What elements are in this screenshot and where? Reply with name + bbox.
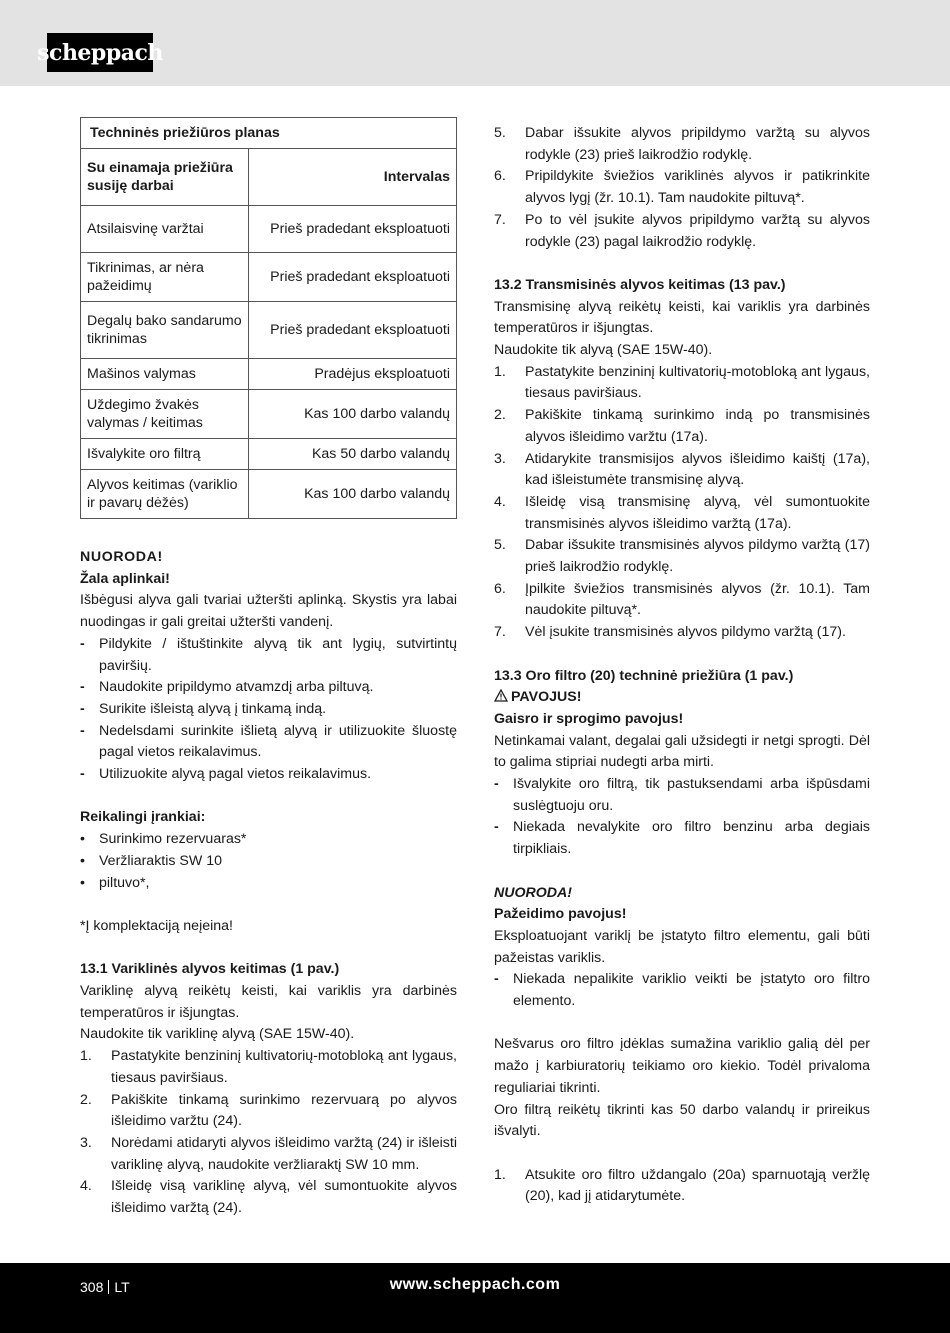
table-row	[81, 470, 457, 519]
table-row	[81, 253, 457, 302]
left-column	[80, 117, 457, 1220]
list-item: 7. Po to vėl įsukite alyvos pripildymo varžtą su alyvos rodykle (23) pagal laikrodžio rodyklę.	[494, 211, 870, 250]
table-row	[81, 206, 457, 253]
list-item: 6. Pripildykite šviežios variklinės alyvos ir patikrinkite alyvos lygį (žr. 10.1). Tam naudokite piltuvą*.	[494, 168, 870, 207]
table-cell-interval: Prieš pradedant eksploatuoti	[249, 253, 457, 302]
list-item: - Niekada nevalykite oro filtro benzinu arba degiais tirpikliais.	[494, 819, 870, 858]
page-number: 308 LT	[80, 1279, 130, 1295]
section-13-3-steps	[494, 1165, 870, 1208]
list-item: - Utilizuokite alyvą pagal vietos reikalavimus.	[80, 766, 372, 783]
list-item: • Veržliaraktis SW 10	[80, 852, 222, 869]
list-item: 1. Pastatykite benzininį kultivatorių-motobloką ant lygaus, tiesaus paviršiaus.	[80, 1048, 457, 1086]
note-list	[80, 634, 457, 786]
tools-title: Reikalingi įrankiai:	[80, 809, 206, 826]
table-cell-interval: Prieš pradedant eksploatuoti	[249, 206, 457, 253]
table-cell-interval: Pradėjus eksploatuoti	[249, 359, 457, 390]
air-filter-paragraph: Nešvarus oro filtro įdėklas sumažina variklio galią dėl per mažo į karbiuratorių teikiamo oro kiekio. Todėl privaloma reguliariai tikrinti.	[494, 1036, 870, 1096]
list-item: - Niekada nepalikite variklio veikti be įstatyto oro filtro elemento.	[494, 971, 870, 1010]
footnote: *Į komplektaciją neįeina!	[80, 917, 233, 934]
section-13-2-text: Transmisinę alyvą reikėtų keisti, kai variklis yra darbinės temperatūros ir išjungtas.	[494, 298, 870, 337]
list-item: • piltuvo*,	[80, 874, 150, 891]
right-column	[494, 123, 870, 1208]
table-header-tasks: Su einamaja priežiūra susiję darbai	[81, 149, 249, 206]
table-cell-task: Uždegimo žvakės valymas / keitimas	[81, 390, 249, 439]
maintenance-plan-table	[80, 117, 457, 519]
section-13-2-steps	[494, 362, 870, 644]
section-13-1-text: Variklinę alyvą reikėtų keisti, kai variklis yra darbinės temperatūros ir išjungtas.	[80, 983, 457, 1021]
table-cell-task: Mašinos valymas	[81, 359, 249, 390]
table-cell-task: Atsilaisvinę varžtai	[81, 206, 249, 253]
list-item: - Surikite išleistą alyvą į tinkamą indą.	[80, 700, 327, 717]
note-list	[494, 969, 870, 1012]
list-item: - Naudokite pripildymo atvamzdį arba piltuvą.	[80, 679, 374, 696]
list-item: 3. Norėdami atidaryti alyvos išleidimo varžtą (24) ir išleisti variklinę alyvą, naudokite veržliaraktį SW 10 mm.	[80, 1134, 457, 1173]
list-item: 1. Atsukite oro filtro uždangalo (20a) sparnuotąją veržlę (20), kad jį atidarytumėte.	[494, 1166, 870, 1205]
table-header-interval: Intervalas	[249, 149, 457, 206]
page-header	[0, 0, 950, 86]
list-item: 5. Dabar išsukite alyvos pripildymo varžtą su alyvos rodykle (23) prieš laikrodžio rodyklę.	[494, 125, 870, 163]
page-footer	[0, 1263, 950, 1333]
brand-logo: scheppach	[47, 33, 153, 72]
note-text: Išbėgusi alyva gali tvariai užteršti aplinką. Skystis yra labai nuodingas ir gali greitai užteršti vandenį.	[80, 592, 457, 631]
section-13-2-title: 13.2 Transmisinės alyvos keitimas (13 pav.)	[494, 276, 786, 293]
danger-list	[494, 774, 870, 861]
section-13-2-oil-spec: Naudokite tik alyvą (SAE 15W-40).	[494, 342, 713, 359]
table-row	[81, 359, 457, 390]
section-13-3-title: 13.3 Oro filtro (20) techninė priežiūra (1 pav.)	[494, 667, 794, 684]
list-item: - Pildykite / ištuštinkite alyvą tik ant lygių, sutvirtintų paviršių.	[80, 635, 457, 674]
table-cell-task: Išvalykite oro filtrą	[81, 439, 249, 470]
danger-subtitle: Gaisro ir sprogimo pavojus!	[494, 710, 684, 727]
list-item: 2. Pakiškite tinkamą surinkimo rezervuarą po alyvos išleidimo varžtu (24).	[80, 1091, 457, 1130]
table-cell-task: Degalų bako sandarumo tikrinimas	[81, 302, 249, 359]
table-row	[81, 302, 457, 359]
list-item: 4. Išleidę visą variklinę alyvą, vėl sumontuokite alyvos išleidimo varžtą (24).	[80, 1178, 457, 1217]
section-13-1-oil-spec: Naudokite tik variklinę alyvą (SAE 15W-40).	[80, 1026, 355, 1043]
note-subtitle: Pažeidimo pavojus!	[494, 906, 627, 923]
table-cell-task: Tikrinimas, ar nėra pažeidimų	[81, 253, 249, 302]
list-item: 2. Pakiškite tinkamą surinkimo indą po transmisinės alyvos išleidimo varžtu (17a).	[494, 407, 870, 445]
website-link[interactable]: www.scheppach.com	[389, 1276, 561, 1293]
table-cell-interval: Kas 100 darbo valandų	[249, 390, 457, 439]
list-item: - Išvalykite oro filtrą, tik pastuksendami arba išpūsdami suslėgtuoju oru.	[494, 776, 870, 814]
air-filter-interval-paragraph: Oro filtrą reikėtų tikrinti kas 50 darbo valandų ir prireikus išvalyti.	[494, 1101, 870, 1140]
note-title: NUORODA!	[494, 884, 573, 901]
table-cell-interval: Kas 50 darbo valandų	[249, 439, 457, 470]
list-item: 7. Vėl įsukite transmisinės alyvos pildymo varžtą (17).	[494, 624, 846, 641]
list-item: 4. Išleidę visą transmisinę alyvą, vėl sumontuokite transmisinės alyvos išleidimo varžtą (17a).	[494, 493, 870, 532]
list-item: 3. Atidarykite transmisijos alyvos išleidimo kaištį (17a), kad išleistumėte transmisinę alyvą.	[494, 450, 870, 489]
table-row	[81, 439, 457, 470]
note-text: Eksploatuojant variklį be įstatyto filtro elementu, gali būti pažeistas variklis.	[494, 927, 870, 966]
list-item: 6. Įpilkite šviežios transmisinės alyvos (žr. 10.1). Tam naudokite piltuvą*.	[494, 580, 870, 619]
list-item: - Nedelsdami surinkite išlietą alyvą ir utilizuokite šluostę pagal vietos reikalavimus.	[80, 722, 457, 761]
section-13-1-title: 13.1 Variklinės alyvos keitimas (1 pav.)	[80, 961, 340, 978]
table-cell-interval: Prieš pradedant eksploatuoti	[249, 302, 457, 359]
table-cell-task: Alyvos keitimas (variklio ir pavarų dėžės)	[81, 470, 249, 519]
table-cell-interval: Kas 100 darbo valandų	[249, 470, 457, 519]
list-item: 5. Dabar išsukite transmisinės alyvos pildymo varžtą (17) prieš laikrodžio rodyklę.	[494, 537, 870, 576]
section-13-1-steps	[80, 1046, 457, 1220]
table-title: Techninės priežiūros planas	[81, 118, 457, 149]
list-item: 1. Pastatykite benzininį kultivatorių-motobloką ant lygaus, tiesaus paviršiaus.	[494, 363, 870, 402]
warning-triangle-icon	[494, 689, 508, 702]
table-row	[81, 390, 457, 439]
list-item: • Surinkimo rezervuaras*	[80, 831, 247, 848]
tools-list	[80, 829, 457, 894]
section-13-1-steps-continued	[494, 123, 870, 253]
danger-title: PAVOJUS!	[494, 687, 870, 709]
note-title: NUORODA!	[80, 549, 163, 565]
danger-text: Netinkamai valant, degalai gali užsidegti ir netgi sprogti. Dėl to galima stipriai nudegti arba mirti.	[494, 732, 870, 771]
note-subtitle: Žala aplinkai!	[80, 570, 170, 587]
